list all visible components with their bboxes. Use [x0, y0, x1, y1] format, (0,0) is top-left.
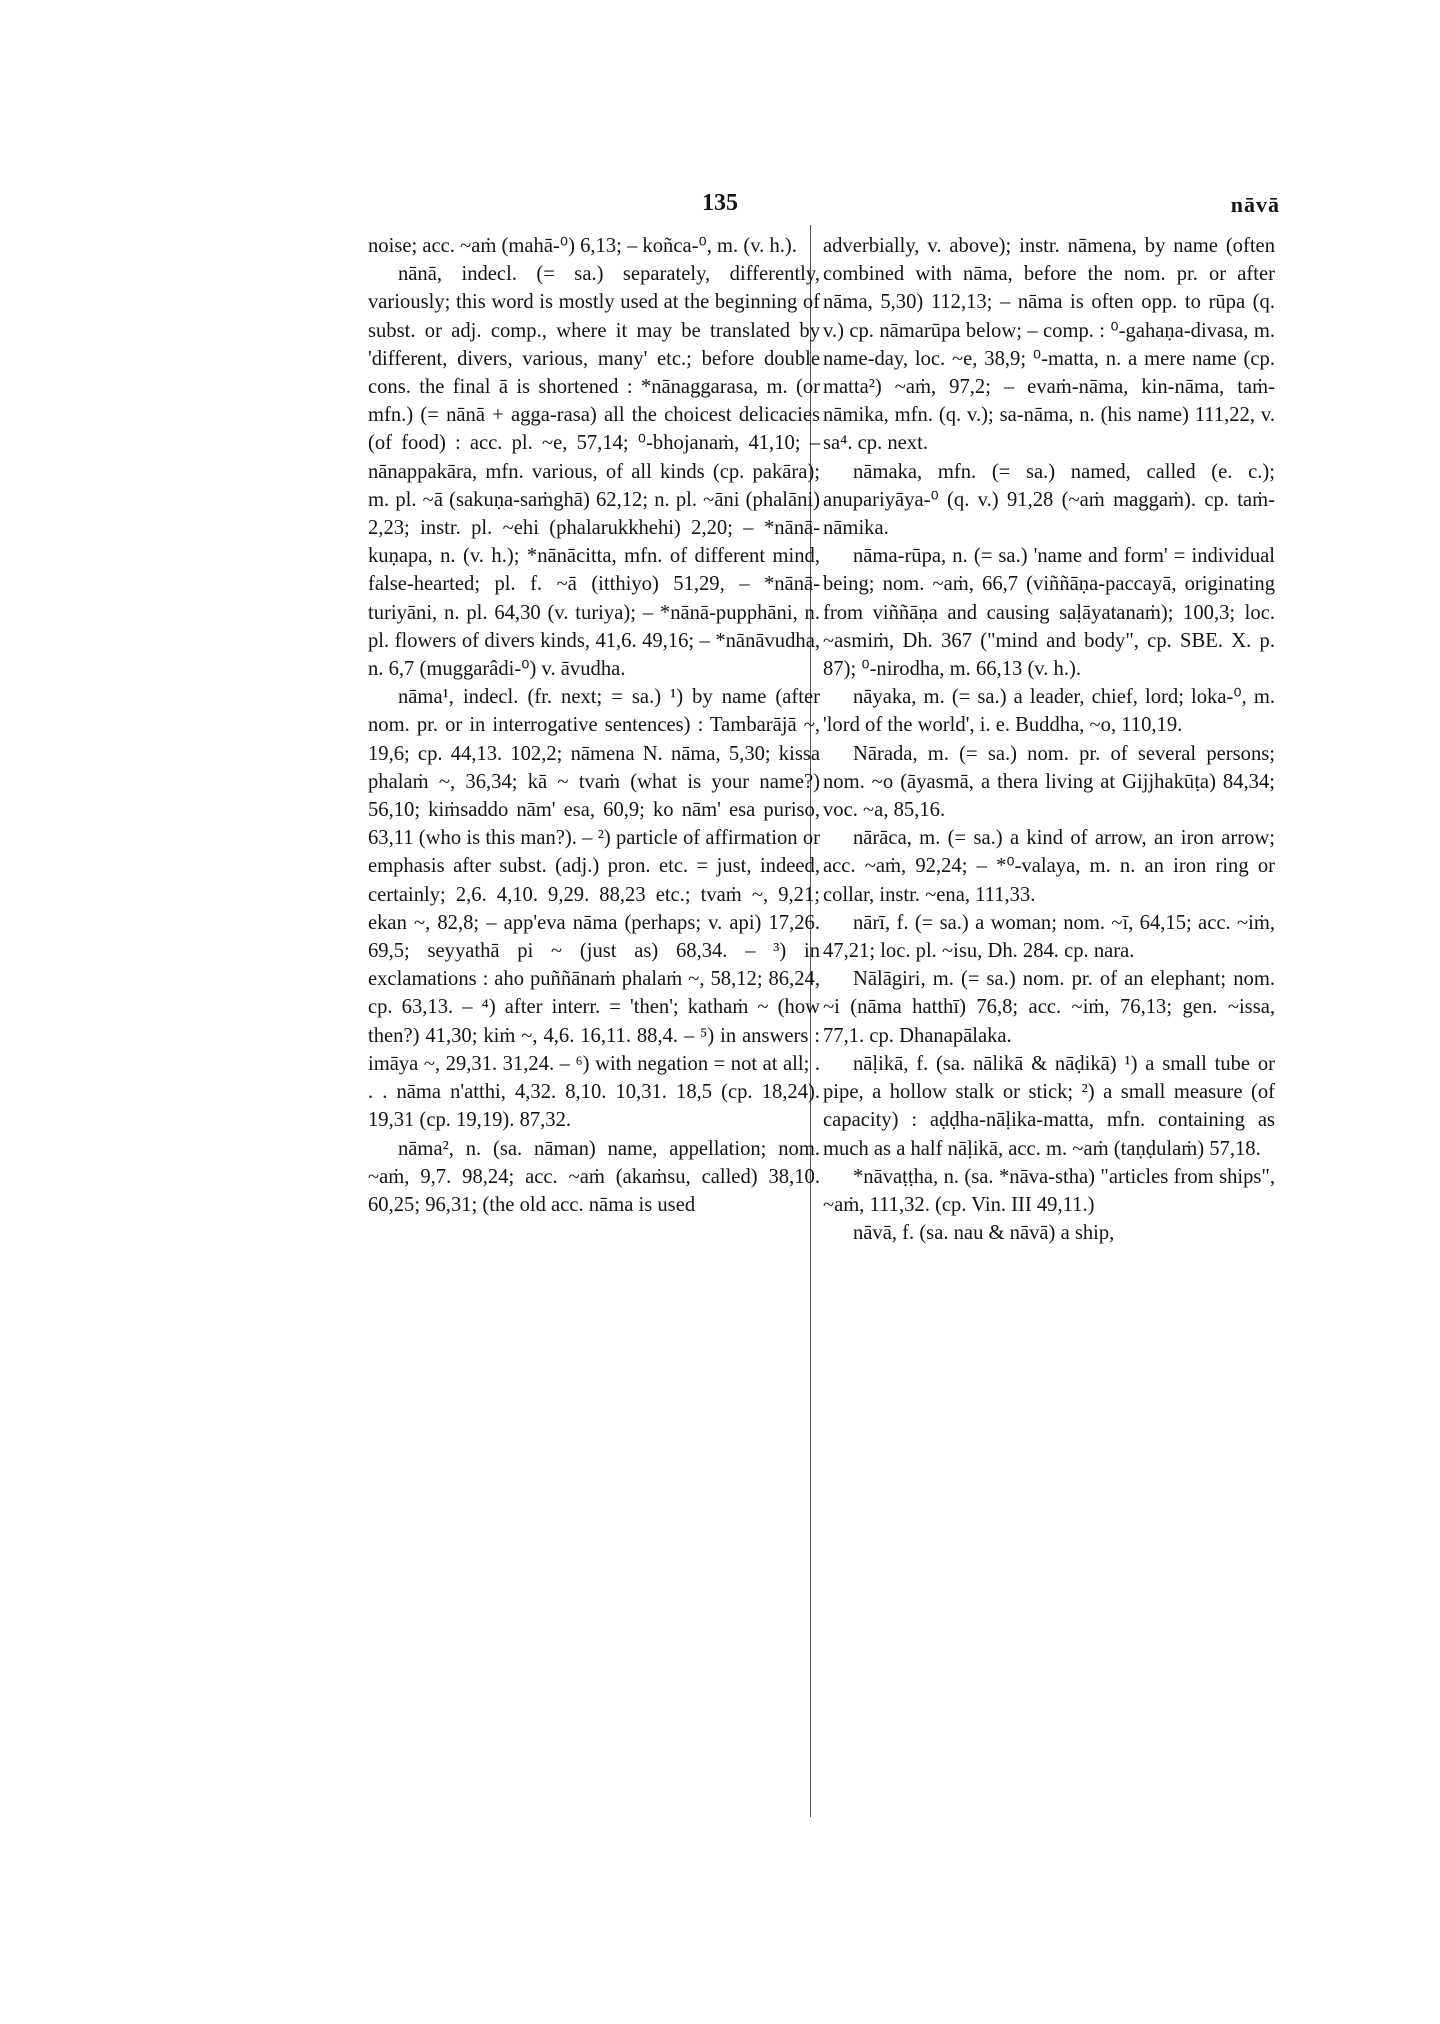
dictionary-entry: nāḷikā, f. (sa. nālikā & nāḍikā) ¹) a small tube or pipe, a hollow stalk or stick; ²) a small measure (of capacity) : aḍḍha-nāḷika-matta, mfn. containing as much as a half nāḷikā, acc. m. ~aṁ (taṇḍulaṁ) 57,18. [823, 1052, 1275, 1160]
dictionary-entry: nāma-rūpa, n. (= sa.) 'name and form' = individual being; nom. ~aṁ, 66,7 (viññāṇa-paccayā, originating from viññāṇa and causing saḷāyatanaṁ); 100,3; loc. ~asmiṁ, Dh. 367 ("mind and body", cp. SBE. X. p. 87); ⁰-nirodha, m. 66,13 (v. h.). [823, 545, 1275, 681]
dictionary-entry: nāma², n. (sa. nāman) name, appellation; nom. ~aṁ, 9,7. 98,24; acc. ~aṁ (akaṁsu, called) 38,10. 60,25; 96,31; (the old acc. nāma is used [368, 1137, 820, 1216]
dictionary-entry: adverbially, v. above); instr. nāmena, by name (often combined with nāma, before the nom. pr. or after nāma, 5,30) 112,13; – nāma is often opp. to rūpa (q. v.) cp. nāmarūpa below; – comp. : ⁰-gahaṇa-divasa, m. name-day, loc. ~e, 38,9; ⁰-matta, n. a mere name (cp. matta²) ~aṁ, 97,2; – evaṁ-nāma, kin-nāma, taṁ-nāmika, mfn. (q. v.); sa-nāma, n. (his name) 111,22, v. sa⁴. cp. next. [823, 235, 1275, 455]
left-column [368, 232, 820, 1219]
dictionary-entry: nāmaka, mfn. (= sa.) named, called (e. c.); anupariyāya-⁰ (q. v.) 91,28 (~aṁ maggaṁ). cp. taṁ-nāmika. [823, 460, 1275, 540]
dictionary-entry: nāma¹, indecl. (fr. next; = sa.) ¹) by name (after nom. pr. or in interrogative sentences) : Tambarājā ~, 19,6; cp. 44,13. 102,2; nāmena N. nāma, 5,30; kissa phalaṁ ~, 36,34; kā ~ tvaṁ (what is your name?) 56,10; kiṁsaddo nām' esa, 60,9; ko nām' esa puriso, 63,11 (who is this man?). – ²) particle of affirmation or emphasis after subst. (adj.) pron. etc. = just, indeed, certainly; 2,6. 4,10. 9,29. 88,23 etc.; tvaṁ ~, 9,21; ekan ~, 82,8; – app'eva nāma (perhaps; v. api) 17,26. 69,5; seyyathā pi ~ (just as) 68,34. – ³) in exclamations : aho puññānaṁ phalaṁ ~, 58,12; 86,24, cp. 63,13. – ⁴) after interr. = 'then'; kathaṁ ~ (how then?) 41,30; kiṁ ~, 4,6. 16,11. 88,4. – ⁵) in answers : imāya ~, 29,31. 31,24. – ⁶) with negation = not at all; . . . nāma n'atthi, 4,32. 8,10. 10,31. 18,5 (cp. 18,24). 19,31 (cp. 19,19). 87,32. [368, 686, 820, 1132]
dictionary-entry: *nāvaṭṭha, n. (sa. *nāva-stha) "articles from ships", ~aṁ, 111,32. (cp. Vin. III 49,11.) [823, 1165, 1275, 1216]
right-column [823, 232, 1275, 1247]
running-head: nāvā [1230, 192, 1280, 217]
dictionary-entry: nārī, f. (= sa.) a woman; nom. ~ī, 64,15; acc. ~iṁ, 47,21; loc. pl. ~isu, Dh. 284. cp. nara. [823, 911, 1275, 963]
dictionary-entry: noise; acc. ~aṁ (mahā-⁰) 6,13; – koñca-⁰, m. (v. h.). [368, 235, 797, 257]
dictionary-entry: nāyaka, m. (= sa.) a leader, chief, lord; loka-⁰, m. 'lord of the world', i. e. Buddha, ~o, 110,19. [823, 686, 1275, 737]
dictionary-entry: nārāca, m. (= sa.) a kind of arrow, an iron arrow; acc. ~aṁ, 92,24; – *⁰-valaya, m. n. an iron ring or collar, instr. ~ena, 111,33. [823, 827, 1275, 906]
dictionary-entry: nānā, indecl. (= sa.) separately, differently, variously; this word is mostly used at the beginning of subst. or adj. comp., where it may be translated by 'different, divers, various, many' etc.; before double cons. the final ā is shortened : *nānaggarasa, m. (or mfn.) (= nānā + agga-rasa) all the choicest delicacies (of food) : acc. pl. ~e, 57,14; ⁰-bhojanaṁ, 41,10; – nānappakāra, mfn. various, of all kinds (cp. pakāra); m. pl. ~ā (sakuṇa-saṁghā) 62,12; n. pl. ~āni (phalāni) 2,23; instr. pl. ~ehi (phalarukkhehi) 2,20; – *nānā-kuṇapa, n. (v. h.); *nānācitta, mfn. of different mind, false-hearted; pl. f. ~ā (itthiyo) 51,29, – *nānā-turiyāni, n. pl. 64,30 (v. turiya); – *nānā-pupphāni, n. pl. flowers of divers kinds, 41,6. 49,16; – *nānāvudha, n. 6,7 (muggarâdi-⁰) v. āvudha. [368, 263, 820, 681]
dictionary-entry: Nālāgiri, m. (= sa.) nom. pr. of an elephant; nom. ~i (nāma hatthī) 76,8; acc. ~iṁ, 76,13; gen. ~issa, 77,1. cp. Dhanapālaka. [823, 968, 1275, 1047]
dictionary-entry: Nārada, m. (= sa.) nom. pr. of several persons; nom. ~o (āyasmā, a thera living at Gijjhakūṭa) 84,34; voc. ~a, 85,16. [823, 742, 1275, 822]
dictionary-entry: nāvā, f. (sa. nau & nāvā) a ship, [853, 1222, 1115, 1245]
page-number: 135 [702, 190, 738, 216]
